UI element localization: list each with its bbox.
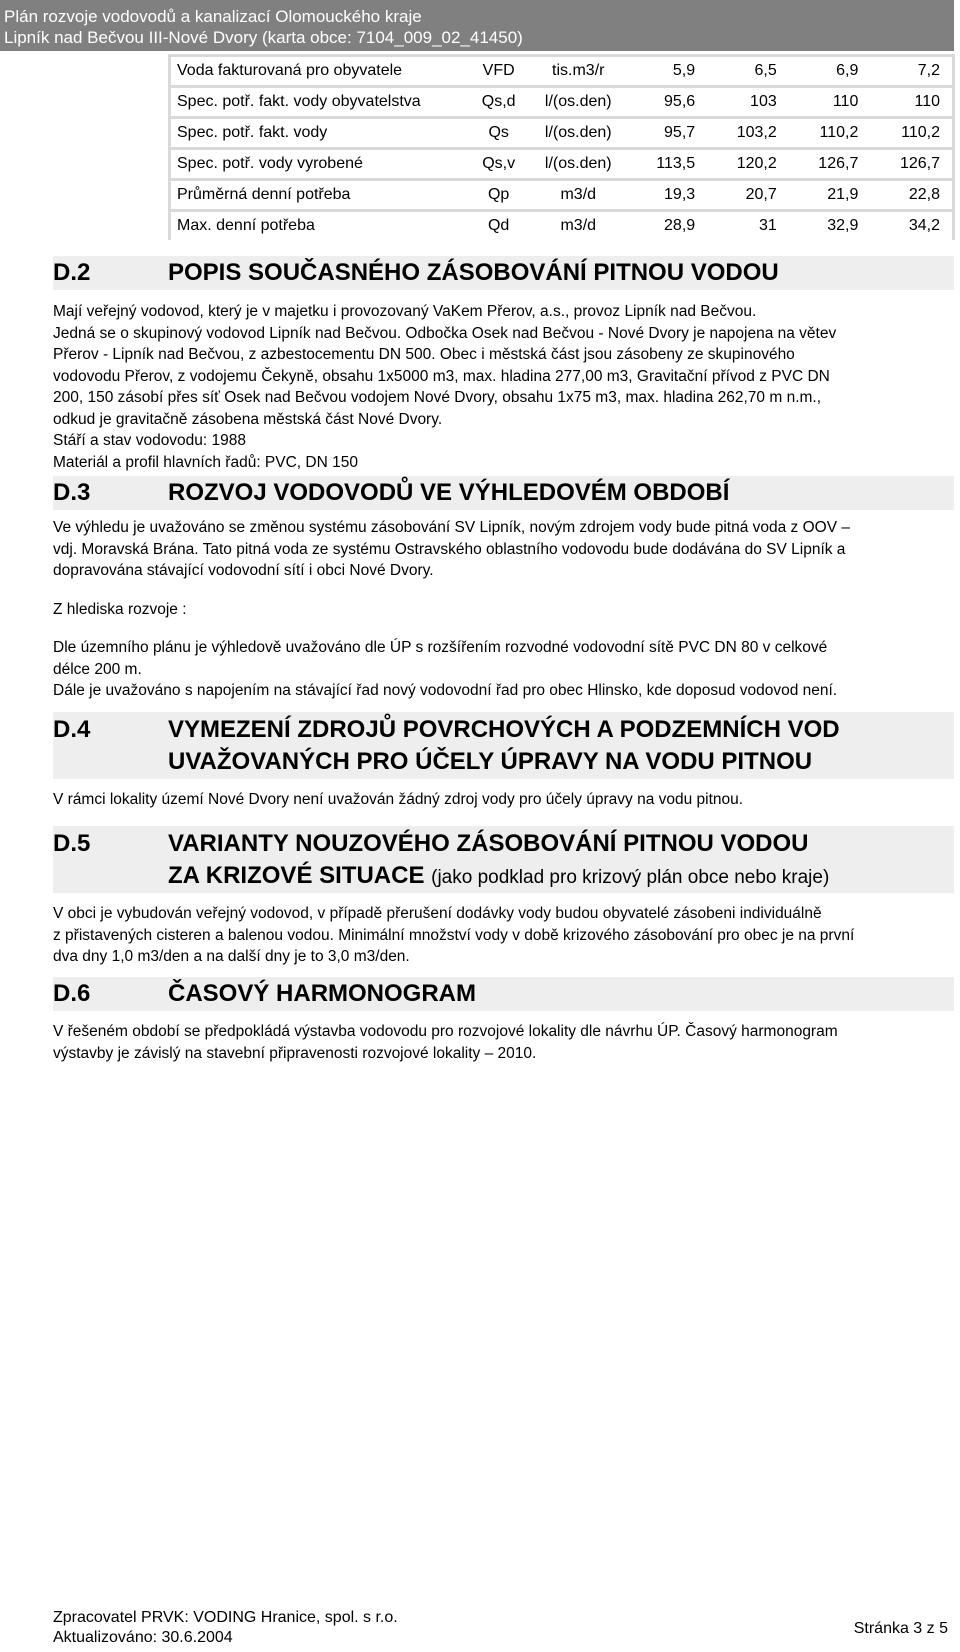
document-header: [0, 0, 954, 51]
row-value: 110,2: [870, 119, 952, 147]
row-value: 120,2: [707, 150, 789, 178]
page-number: Stránka 3 z 5: [853, 1620, 948, 1637]
row-value: 20,7: [707, 181, 789, 209]
row-symbol: Qs,v: [466, 150, 531, 178]
section-title: ČASOVÝ HARMONOGRAM: [168, 980, 477, 1007]
body-line: dopravována stávající vodovodní sítí i obci Nové Dvory.: [53, 562, 434, 579]
section-heading-d3: [53, 476, 954, 510]
row-value: 103: [707, 88, 789, 116]
row-name: Voda fakturovaná pro obyvatele: [171, 57, 466, 85]
body-line: Jedná se o skupinový vodovod Lipník nad Bečvou. Odbočka Osek nad Bečvou - Nové Dvory je napojena na větev: [53, 324, 837, 342]
body-line: 200, 150 zásobí přes síť Osek nad Bečvou vodojem Nové Dvory, obsahu 1x75 m3, max. hladina 262,70 m n.m.,: [53, 389, 822, 406]
row-symbol: VFD: [466, 57, 531, 85]
row-symbol: Qp: [466, 181, 531, 209]
water-demand-table-grid: [171, 54, 952, 243]
row-symbol: Qs: [466, 119, 531, 147]
row-unit: l/(os.den): [531, 119, 626, 147]
section-heading-d2: [53, 256, 954, 290]
section-subheading-d3: [53, 599, 943, 621]
row-name: Spec. potř. fakt. vody: [171, 119, 466, 147]
row-value: 7,2: [870, 57, 952, 85]
section-title-line2: UVAŽOVANÝCH PRO ÚČELY ÚPRAVY NA VODU PITNOU: [168, 748, 813, 775]
row-symbol: Qs,d: [466, 88, 531, 116]
body-line: V řešeném období se předpokládá výstavba vodovodu pro rozvojové lokality dle návrhu ÚP. Časový harmonogram: [53, 1023, 838, 1040]
section-number: D.5: [53, 830, 91, 857]
row-unit: l/(os.den): [531, 88, 626, 116]
row-value: 110: [870, 88, 952, 116]
section-body-d2: [53, 301, 943, 473]
body-line: Mají veřejný vodovod, který je v majetku i provozovaný VaKem Přerov, a.s., provoz Lipník nad Bečvou.: [53, 303, 757, 320]
section-title: VARIANTY NOUZOVÉHO ZÁSOBOVÁNÍ PITNOU VODOU: [168, 830, 809, 857]
body-line: dva dny 1,0 m3/den a na další dny je to 3,0 m3/den.: [53, 948, 410, 965]
section-number: D.3: [53, 479, 91, 506]
row-value: 6,5: [707, 57, 789, 85]
row-value: 28,9: [626, 212, 708, 240]
body-line: Stáří a stav vodovodu: 1988: [53, 432, 247, 449]
row-value: 103,2: [707, 119, 789, 147]
section-number: D.2: [53, 259, 91, 286]
section-body-d3-plan: [53, 637, 943, 702]
row-value: 95,6: [626, 88, 708, 116]
body-line: z přistavených cisteren a balenou vodou. Minimální množství vody v době krizového zásobování pro obec je na první: [53, 926, 855, 944]
footer-info: [53, 1608, 398, 1648]
body-line: výstavby je závislý na stavební připravenosti rozvojové lokality – 2010.: [53, 1044, 537, 1062]
row-name: Spec. potř. vody vyrobené: [171, 150, 466, 178]
section-title: POPIS SOUČASNÉHO ZÁSOBOVÁNÍ PITNOU VODOU: [168, 259, 779, 286]
section-heading-d6: [53, 977, 954, 1011]
body-line: V rámci lokality území Nové Dvory není uvažován žádný zdroj vody pro účely úpravy na vodu pitnou.: [53, 791, 744, 808]
section-heading-d5: [53, 826, 954, 893]
section-number: D.4: [53, 716, 91, 743]
water-demand-table: [168, 54, 955, 240]
row-value: 95,7: [626, 119, 708, 147]
body-line: odkud je gravitačně zásobena městská část Nové Dvory.: [53, 410, 443, 428]
body-line: délce 200 m.: [53, 660, 142, 678]
section-title-note: (jako podklad pro krizový plán obce nebo kraje): [431, 867, 830, 888]
body-line: vodovodu Přerov, z vodojemu Čekyně, obsahu 1x5000 m3, max. hladina 277,00 m3, Gravitační přívod z PVC DN: [53, 367, 830, 385]
row-value: 34,2: [870, 212, 952, 240]
table-row: [171, 212, 952, 240]
row-name: Spec. potř. fakt. vody obyvatelstva: [171, 88, 466, 116]
body-line: Přerov - Lipník nad Bečvou, z azbestocementu DN 500. Obec i městská část jsou zásobeny ze skupinového: [53, 346, 795, 363]
section-body-d5: [53, 903, 943, 968]
body-line: Materiál a profil hlavních řadů: PVC, DN 150: [53, 453, 358, 471]
row-unit: m3/d: [531, 181, 626, 209]
section-body-d4: [53, 789, 943, 811]
body-line: Ve výhledu je uvažováno se změnou systému zásobování SV Lipník, novým zdrojem vody bude pitná voda z OOV –: [53, 519, 850, 536]
table-row: [171, 88, 952, 116]
row-unit: m3/d: [531, 212, 626, 240]
row-value: 6,9: [789, 57, 871, 85]
body-line: Z hlediska rozvoje :: [53, 601, 187, 618]
body-line: Dle územního plánu je výhledově uvažováno dle ÚP s rozšířením rozvodné vodovodní sítě PVC DN 80 v celkové: [53, 639, 828, 656]
section-title: ROZVOJ VODOVODŮ VE VÝHLEDOVÉM OBDOBÍ: [168, 479, 730, 506]
table-row: [171, 119, 952, 147]
section-heading-d4: [53, 712, 954, 779]
row-value: 21,9: [789, 181, 871, 209]
body-line: V obci je vybudován veřejný vodovod, v případě přerušení dodávky vody budou obyvatelé zásobeni individuálně: [53, 905, 822, 922]
table-row: [171, 181, 952, 209]
section-title: VYMEZENÍ ZDROJŮ POVRCHOVÝCH A PODZEMNÍCH VOD: [168, 716, 840, 743]
body-line: vdj. Moravská Brána. Tato pitná voda ze systému Ostravského oblastního vodovodu bude dodávána do SV Lipník a: [53, 540, 846, 558]
row-value: 110,2: [789, 119, 871, 147]
row-value: 113,5: [626, 150, 708, 178]
footer-updated: Aktualizováno: 30.6.2004: [53, 1629, 233, 1646]
header-subtitle: Lipník nad Bečvou III-Nové Dvory (karta obce: 7104_009_02_41450): [4, 28, 523, 47]
section-body-d3: [53, 517, 943, 582]
row-symbol: Qd: [466, 212, 531, 240]
row-value: 110: [789, 88, 871, 116]
row-value: 5,9: [626, 57, 708, 85]
row-name: Průměrná denní potřeba: [171, 181, 466, 209]
header-title: Plán rozvoje vodovodů a kanalizací Olomouckého kraje: [4, 7, 422, 26]
row-value: 126,7: [789, 150, 871, 178]
table-row: [171, 57, 952, 85]
row-unit: l/(os.den): [531, 150, 626, 178]
row-unit: tis.m3/r: [531, 57, 626, 85]
section-title-line2: [168, 860, 829, 894]
row-name: Max. denní potřeba: [171, 212, 466, 240]
section-title-crisis: ZA KRIZOVÉ SITUACE: [168, 862, 425, 889]
section-number: D.6: [53, 980, 91, 1007]
section-body-d6: [53, 1021, 943, 1064]
body-line: Dále je uvažováno s napojením na stávající řad nový vodovodní řad pro obec Hlinsko, kde doposud vodovod není.: [53, 682, 838, 699]
row-value: 31: [707, 212, 789, 240]
table-row: [171, 150, 952, 178]
row-value: 19,3: [626, 181, 708, 209]
row-value: 126,7: [870, 150, 952, 178]
footer-processor: Zpracovatel PRVK: VODING Hranice, spol. s r.o.: [53, 1609, 398, 1626]
row-value: 32,9: [789, 212, 871, 240]
row-value: 22,8: [870, 181, 952, 209]
